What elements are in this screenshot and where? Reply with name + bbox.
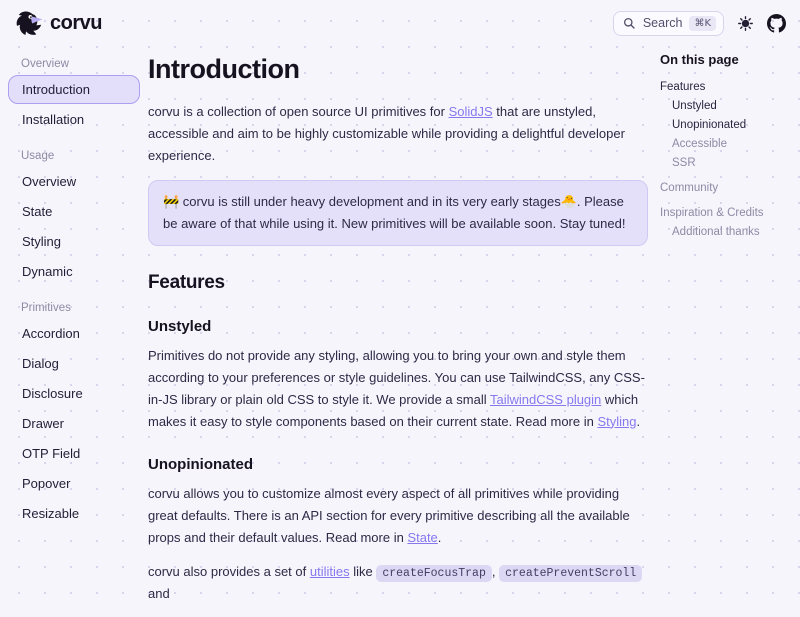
theme-toggle-button[interactable] xyxy=(737,15,754,32)
link-solidjs[interactable]: SolidJS xyxy=(448,104,493,119)
inline-code-createpreventscroll: createPreventScroll xyxy=(499,565,642,582)
sidebar-item-accordion[interactable]: Accordion xyxy=(22,326,80,341)
search-label: Search xyxy=(642,16,683,30)
on-this-page xyxy=(660,52,796,241)
toc-title: On this page xyxy=(660,52,739,67)
main-content xyxy=(148,46,648,617)
toc-item-unstyled[interactable]: Unstyled xyxy=(672,99,717,112)
unstyled-heading: Unstyled xyxy=(148,318,212,336)
crow-icon xyxy=(14,10,43,37)
sidebar-item-popover[interactable]: Popover xyxy=(22,476,71,491)
search-icon xyxy=(623,17,636,30)
sidebar-item-overview[interactable]: Overview xyxy=(22,174,77,189)
unopinionated-heading: Unopinionated xyxy=(148,456,253,474)
development-callout: 🚧 corvu is still under heavy development and in its very early stages🐣. Please be aware of that while using it. New primitives will be available soon. Stay tuned! xyxy=(148,180,648,246)
unstyled-paragraph: Primitives do not provide any styling, allowing you to bring your own and style them according to your preferences or style guidelines. You can use TailwindCSS, any CSS-in-JS library or plain old CSS to style it. We provide a small TailwindCSS plugin which makes it easy to style components based on their current state. Read more in Styling. xyxy=(148,348,645,429)
sidebar-item-resizable[interactable]: Resizable xyxy=(22,506,80,521)
brand-name: corvu xyxy=(50,11,102,34)
github-icon xyxy=(767,14,786,33)
sidebar-item-dialog[interactable]: Dialog xyxy=(22,356,59,371)
sidebar-section-overview: Overview xyxy=(21,58,69,70)
sidebar-item-state[interactable]: State xyxy=(22,204,53,219)
toc-list xyxy=(660,77,796,241)
sun-icon xyxy=(737,15,754,32)
search-shortcut-kbd: ⌘K xyxy=(689,16,716,31)
toc-item-accessible[interactable]: Accessible xyxy=(672,137,727,150)
sidebar-item-styling[interactable]: Styling xyxy=(22,234,62,249)
intro-paragraph: corvu is a collection of open source UI primitives for SolidJS that are unstyled, accessible and aim to be highly customizable while providing a delightful developer experience. xyxy=(148,104,625,163)
header-actions xyxy=(613,11,786,36)
brand-logo[interactable] xyxy=(14,10,102,37)
sidebar-section-usage: Usage xyxy=(21,150,55,162)
toc-item-inspiration-credits[interactable]: Inspiration & Credits xyxy=(660,206,764,219)
page-title: Introduction xyxy=(148,54,300,84)
utilities-paragraph: corvu also provides a set of utilities like createFocusTrap , createPreventScroll and xyxy=(148,561,648,605)
sidebar-item-otp-field[interactable]: OTP Field xyxy=(22,446,81,461)
sidebar-item-disclosure[interactable]: Disclosure xyxy=(22,386,83,401)
toc-item-additional-thanks[interactable]: Additional thanks xyxy=(672,225,760,238)
sidebar-nav xyxy=(8,52,140,529)
link-state[interactable]: State xyxy=(407,530,438,546)
toc-item-unopinionated[interactable]: Unopinionated xyxy=(672,118,747,131)
features-heading: Features xyxy=(148,272,225,294)
toc-item-community[interactable]: Community xyxy=(660,181,719,194)
sidebar-item-introduction[interactable]: Introduction xyxy=(8,75,140,104)
sidebar-item-drawer[interactable]: Drawer xyxy=(22,416,64,431)
unopinionated-paragraph: corvu allows you to customize almost every aspect of all primitives while providing great defaults. There is an API section for every primitive describing all the available props and their default values. Read more in State. xyxy=(148,486,630,546)
search-button[interactable] xyxy=(613,11,724,36)
link-utilities[interactable]: utilities xyxy=(309,563,350,579)
header xyxy=(0,0,800,46)
toc-item-ssr[interactable]: SSR xyxy=(672,156,696,169)
sidebar-section-primitives: Primitives xyxy=(21,302,71,314)
inline-code-createfocustrap: createFocusTrap xyxy=(376,565,492,582)
sidebar-item-dynamic[interactable]: Dynamic xyxy=(22,264,73,279)
toc-item-features[interactable]: Features xyxy=(660,80,706,93)
github-link[interactable] xyxy=(767,14,786,33)
link-tailwindcss-plugin[interactable]: TailwindCSS plugin xyxy=(490,391,602,407)
sidebar-item-installation[interactable]: Installation xyxy=(22,112,85,127)
link-styling[interactable]: Styling xyxy=(597,413,637,429)
